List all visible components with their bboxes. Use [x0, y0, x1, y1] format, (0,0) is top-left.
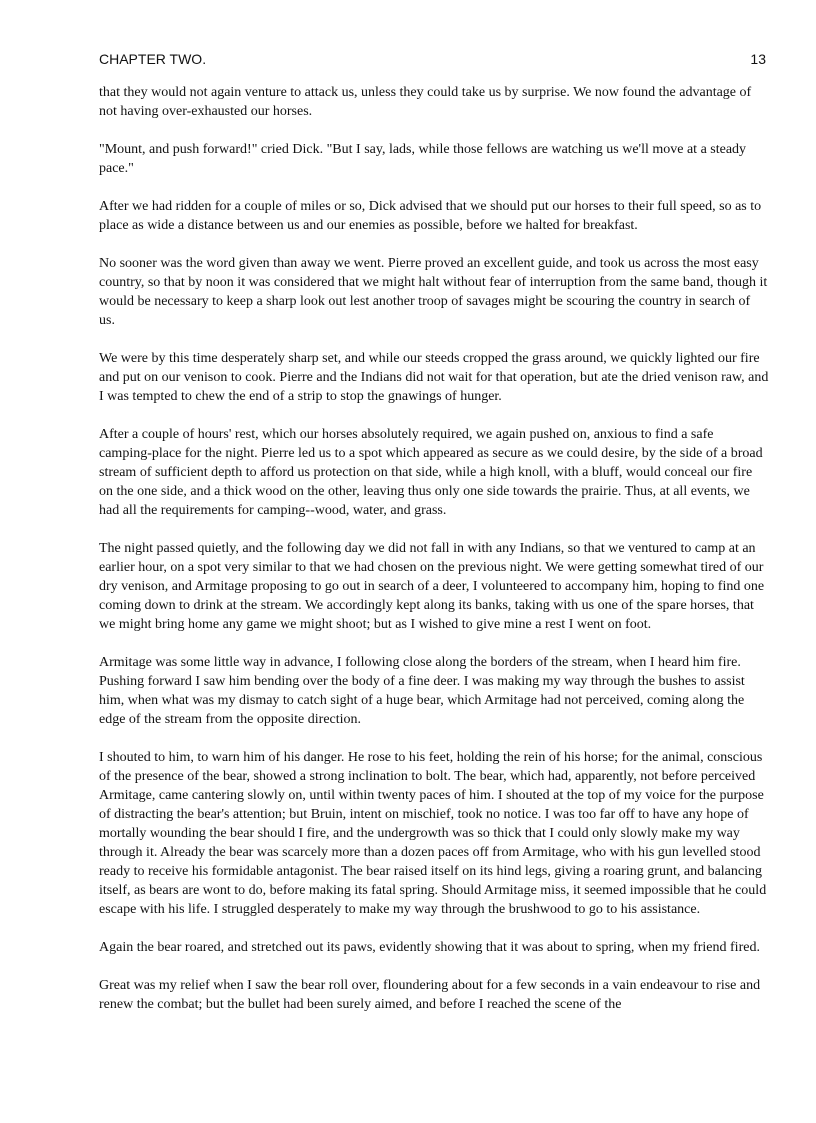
paragraph-9: I shouted to him, to warn him of his danger. He rose to his feet, holding the rein of his horse; for the animal, conscious of the presence of the bear, showed a strong inclination to bolt. The bear, which had, apparently, not before perceived Armitage, came cantering slowly on, until within twenty paces of him. I shouted at the top of my voice for the purpose of distracting the bear's attention; but Bruin, intent on mischief, took no notice. I was too far off to have any hope of mortally wounding the bear should I fire, and the undergrowth was so thick that I could only slowly make my way through it. Already the bear was scarcely more than a dozen paces off from Armitage, who with his gun levelled stood ready to receive his formidable antagonist. The bear raised itself on its hind legs, giving a roaring grunt, and balancing itself, as bears are wont to do, before making its fatal spring. Should Armitage miss, it seemed impossible that he could escape with his life. I struggled desperately to make my way through the brushwood to go to his assistance.	[99, 750, 767, 917]
paragraph-8: Armitage was some little way in advance, I following close along the borders of the stream, when I heard him fire. Pushing forward I saw him bending over the body of a fine deer. I was making my way through the bushes to assist him, when what was my dismay to catch sight of a huge bear, which Armitage had not perceived, coming along the edge of the stream from the opposite direction.	[99, 655, 745, 727]
paragraph-3: After we had ridden for a couple of miles or so, Dick advised that we should put our horses to their full speed, so as to place as wide a distance between us and our enemies as possible, before we halted for breakfast.	[99, 199, 762, 233]
body-text	[99, 83, 769, 1033]
paragraph-5: We were by this time desperately sharp set, and while our steeds cropped the grass around, we quickly lighted our fire and put on our venison to cook. Pierre and the Indians did not wait for that operation, but ate the dried venison raw, and I was tempted to chew the end of a strip to stop the gnawings of hunger.	[99, 351, 769, 404]
page-header	[99, 51, 766, 67]
page-number: 13	[750, 51, 766, 67]
chapter-title: CHAPTER TWO.	[99, 51, 207, 67]
paragraph-10: Again the bear roared, and stretched out its paws, evidently showing that it was about to spring, when my friend fired.	[99, 940, 760, 955]
paragraph-4: No sooner was the word given than away we went. Pierre proved an excellent guide, and took us across the most easy country, so that by noon it was considered that we might halt without fear of interruption from the same band, though it would be necessary to keep a sharp look out lest another troop of savages might be scouring the country in search of us.	[99, 256, 768, 328]
paragraph-2: "Mount, and push forward!" cried Dick. "But I say, lads, while those fellows are watching us we'll move at a steady pace."	[99, 142, 747, 176]
paragraph-7: The night passed quietly, and the following day we did not fall in with any Indians, so that we ventured to camp at an earlier hour, on a spot very similar to that we had chosen on the previous night. We were getting somewhat tired of our dry venison, and Armitage proposing to go out in search of a deer, I volunteered to accompany him, hoping to find one coming down to drink at the stream. We accordingly kept along its banks, taking with us one of the spare horses, that we might bring home any game we might shoot; but as I wished to give mine a rest I went on foot.	[99, 541, 765, 632]
paragraph-6: After a couple of hours' rest, which our horses absolutely required, we again pushed on, anxious to find a safe camping-place for the night. Pierre led us to a spot which appeared as secure as we could desire, by the side of a broad stream of sufficient depth to afford us protection on that side, while a high knoll, with a bluff, would conceal our fire on the one side, and a thick wood on the other, leaving thus only one side towards the prairie. Thus, at all events, we had all the requirements for camping--wood, water, and grass.	[99, 427, 763, 518]
paragraph-11: Great was my relief when I saw the bear roll over, floundering about for a few seconds in a vain endeavour to rise and renew the combat; but the bullet had been surely aimed, and before I reached the scene of the	[99, 978, 761, 1012]
paragraph-1: that they would not again venture to attack us, unless they could take us by surprise. We now found the advantage of not having over-exhausted our horses.	[99, 85, 752, 119]
